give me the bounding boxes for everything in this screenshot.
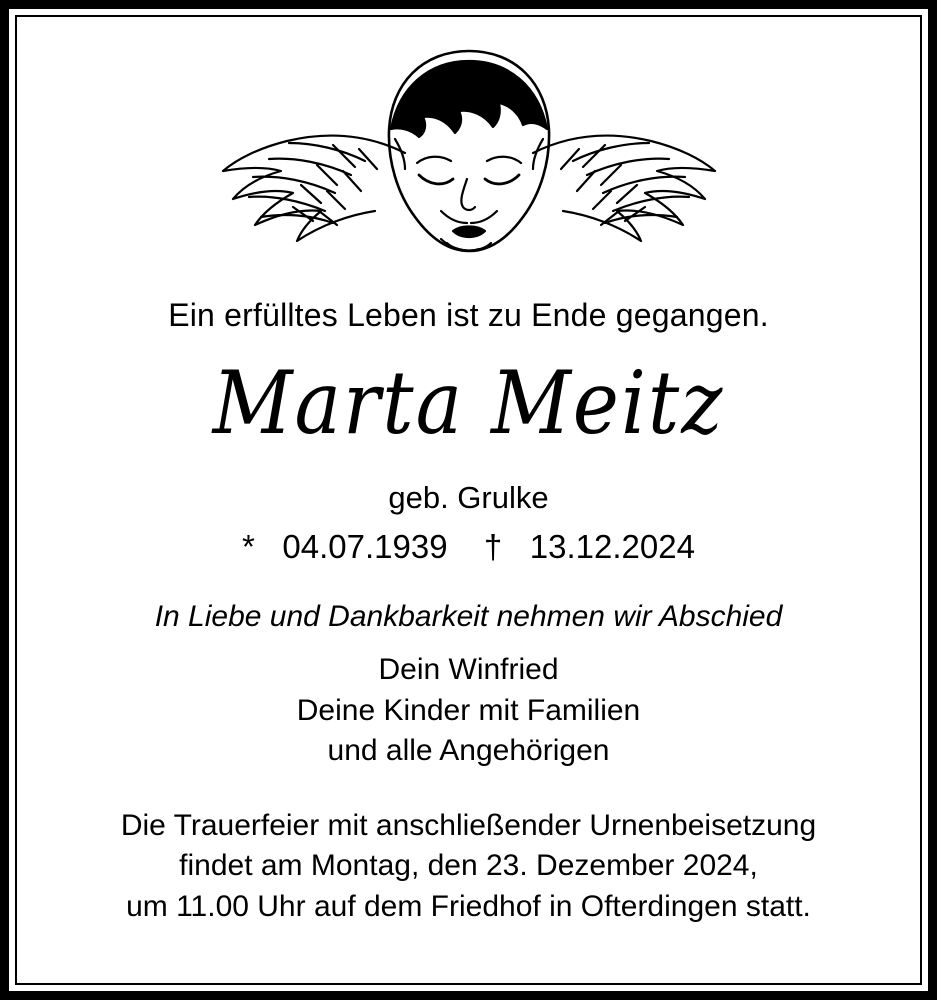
notice-inner-frame [15, 15, 922, 985]
ceremony-line: findet am Montag, den 23. Dezember 2024, [179, 849, 758, 883]
ceremony-block [121, 806, 816, 927]
family-block [297, 650, 640, 772]
death-date: 13.12.2024 [529, 527, 695, 565]
life-dates [242, 528, 695, 566]
family-line: Dein Winfried [378, 652, 559, 686]
deceased-name: Marta Meitz [212, 353, 725, 455]
cherub-angel-icon [43, 43, 894, 273]
family-line: und alle Angehörigen [327, 734, 610, 768]
ceremony-line: Die Trauerfeier mit anschließender Urnenbeisetzung [120, 809, 817, 843]
intro-text: Ein erfülltes Leben ist zu Ende gegangen. [168, 297, 769, 333]
maiden-name: geb. Grulke [388, 479, 549, 515]
ceremony-line: um 11.00 Uhr auf dem Friedhof in Ofterdingen statt. [126, 889, 811, 923]
family-line: Deine Kinder mit Familien [296, 693, 641, 727]
birth-symbol: * [242, 527, 255, 565]
birth-date: 04.07.1939 [282, 527, 448, 565]
cross-symbol: † [483, 527, 503, 565]
dedication-text: In Liebe und Dankbarkeit nehmen wir Abschied [154, 599, 783, 633]
